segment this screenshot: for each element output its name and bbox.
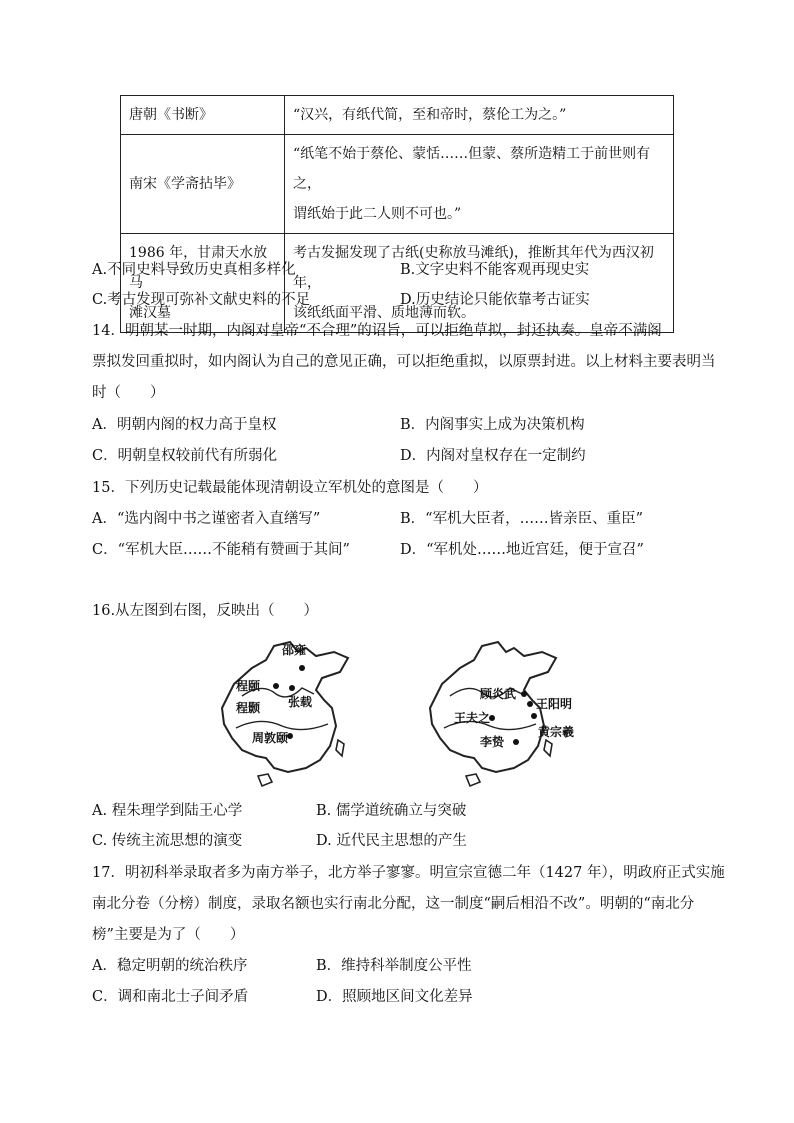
q15-stem: 15．下列历史记载最能体现清朝设立军机处的意图是（ ） <box>92 480 488 496</box>
q17-stem <box>92 858 725 951</box>
left-map-svg <box>212 638 372 790</box>
table-cell-text: “汉兴，有纸代简，至和帝时，蔡伦工为之。” <box>285 96 674 135</box>
q17-option-d: D．照顾地区间文化差异 <box>316 989 473 1005</box>
q14-option-b: B．内阁事实上成为决策机构 <box>400 417 585 433</box>
q17-option-a: A．稳定明朝的统治秩序 <box>92 958 248 974</box>
location-dot-chengyi <box>273 683 279 689</box>
map-label-zhoudunyi: 周敦颐 <box>252 731 289 745</box>
q13-option-a: A.不同史料导致历史真相多样化 <box>92 262 296 278</box>
map-label-wangyangming: 王阳明 <box>536 697 573 711</box>
island-taiwan <box>544 740 552 756</box>
map-label-chengyi: 程颐 <box>236 679 261 693</box>
table-cell-line: 考古发掘发现了古纸(史称放马滩纸)，推断其年代为西汉初年， <box>293 245 654 291</box>
q14-stem-line: 14．明朝某一时期，内阁对皇帝“不合理”的诏旨，可以拒绝草拟，封还执奏。皇帝不满阁 <box>92 323 662 339</box>
table-row <box>121 135 674 234</box>
q15-option-b: B．“军机大臣者，……皆亲臣、重臣” <box>400 511 643 527</box>
q17-stem-line: 榜”主要是为了（ ） <box>92 927 245 943</box>
right-map-svg <box>420 638 580 790</box>
map-label-wangfuzhi: 王夫之 <box>454 711 491 725</box>
q16-option-a: A. 程朱理学到陆王心学 <box>92 803 243 819</box>
q17-option-c: C．调和南北士子间矛盾 <box>92 989 249 1005</box>
q16-stem: 16.从左图到右图，反映出（ ） <box>92 603 319 619</box>
location-dot-huangzongxi <box>531 713 537 719</box>
island-hainan <box>258 774 272 786</box>
table-cell-line: 该纸纸面平滑、质地薄而软。 <box>293 305 475 321</box>
location-dot-lizhi <box>513 739 519 745</box>
table-row <box>121 96 674 135</box>
map-label-guyanwu: 顾炎武 <box>480 687 517 701</box>
map-label-chenghao: 程颢 <box>236 701 261 715</box>
q14-option-d: D．内阁对皇权存在一定制约 <box>400 448 586 464</box>
q14-stem <box>92 316 716 409</box>
table-cell-line: 谓纸始于此二人则不可也。” <box>293 206 462 222</box>
q16-option-c: C. 传统主流思想的演变 <box>92 833 243 849</box>
map-label-huangzongxi: 黄宗羲 <box>538 725 575 739</box>
q17-option-b: B．维持科举制度公平性 <box>316 958 472 974</box>
river-south <box>236 721 328 729</box>
map-label-lizhi: 李贽 <box>480 735 505 749</box>
left-map <box>212 638 372 790</box>
q15-option-d: D．“军机处……地近宫廷，便于宣召” <box>400 542 644 558</box>
table-cell-text <box>285 135 674 234</box>
q17-stem-line: 17．明初科举录取者多为南方举子，北方举子寥寥。明宣宗宣德二年（1427 年），明政府正式实施 <box>92 865 725 881</box>
island-hainan <box>466 774 480 786</box>
table-cell-line: 滩汉墓 <box>129 305 171 321</box>
map-label-shaoyong: 邵雍 <box>282 643 307 657</box>
table-cell-source: 南宋《学斋拈毕》 <box>121 135 285 234</box>
location-dot-zhangzai <box>289 685 295 691</box>
map-label-zhangzai: 张载 <box>288 695 313 709</box>
q14-option-c: C．明朝皇权较前代有所弱化 <box>92 448 278 464</box>
location-dot-shaoyong <box>299 665 305 671</box>
location-dot-wangyangming <box>527 701 533 707</box>
table-cell-source: 唐朝《书断》 <box>121 96 285 135</box>
q13-option-c: C.考古发现可弥补文献史料的不足 <box>92 292 311 308</box>
q17-stem-line: 南北分卷（分榜）制度，录取名额也实行南北分配，这一制度“嗣后相沿不改”。明朝的“南北分 <box>92 896 695 912</box>
location-dot-guyanwu <box>521 691 527 697</box>
table-cell-line: “纸笔不始于蔡伦、蒙恬……但蒙、蔡所造精工于前世则有之， <box>293 146 651 192</box>
right-map <box>420 638 580 790</box>
table-cell-line: 1986 年，甘肃天水放马 <box>129 245 268 291</box>
q13-option-d: D.历史结论只能依靠考古证实 <box>400 292 590 308</box>
q15-option-a: A．“选内阁中书之谨密者入直缮写” <box>92 511 321 527</box>
q13-option-b: B.文字史料不能客观再现史实 <box>400 262 590 278</box>
island-taiwan <box>336 740 344 756</box>
q14-option-a: A．明朝内阁的权力高于皇权 <box>92 417 277 433</box>
q14-stem-line: 时（ ） <box>92 385 165 401</box>
q15-option-c: C．“军机大臣……不能稍有赞画于其间” <box>92 542 350 558</box>
q16-option-d: D. 近代民主思想的产生 <box>316 833 467 849</box>
q14-stem-line: 票拟发回重拟时，如内阁认为自己的意见正确，可以拒绝重拟，以原票封进。以上材料主要表明当 <box>92 354 716 370</box>
q16-option-b: B. 儒学道统确立与突破 <box>316 803 467 819</box>
